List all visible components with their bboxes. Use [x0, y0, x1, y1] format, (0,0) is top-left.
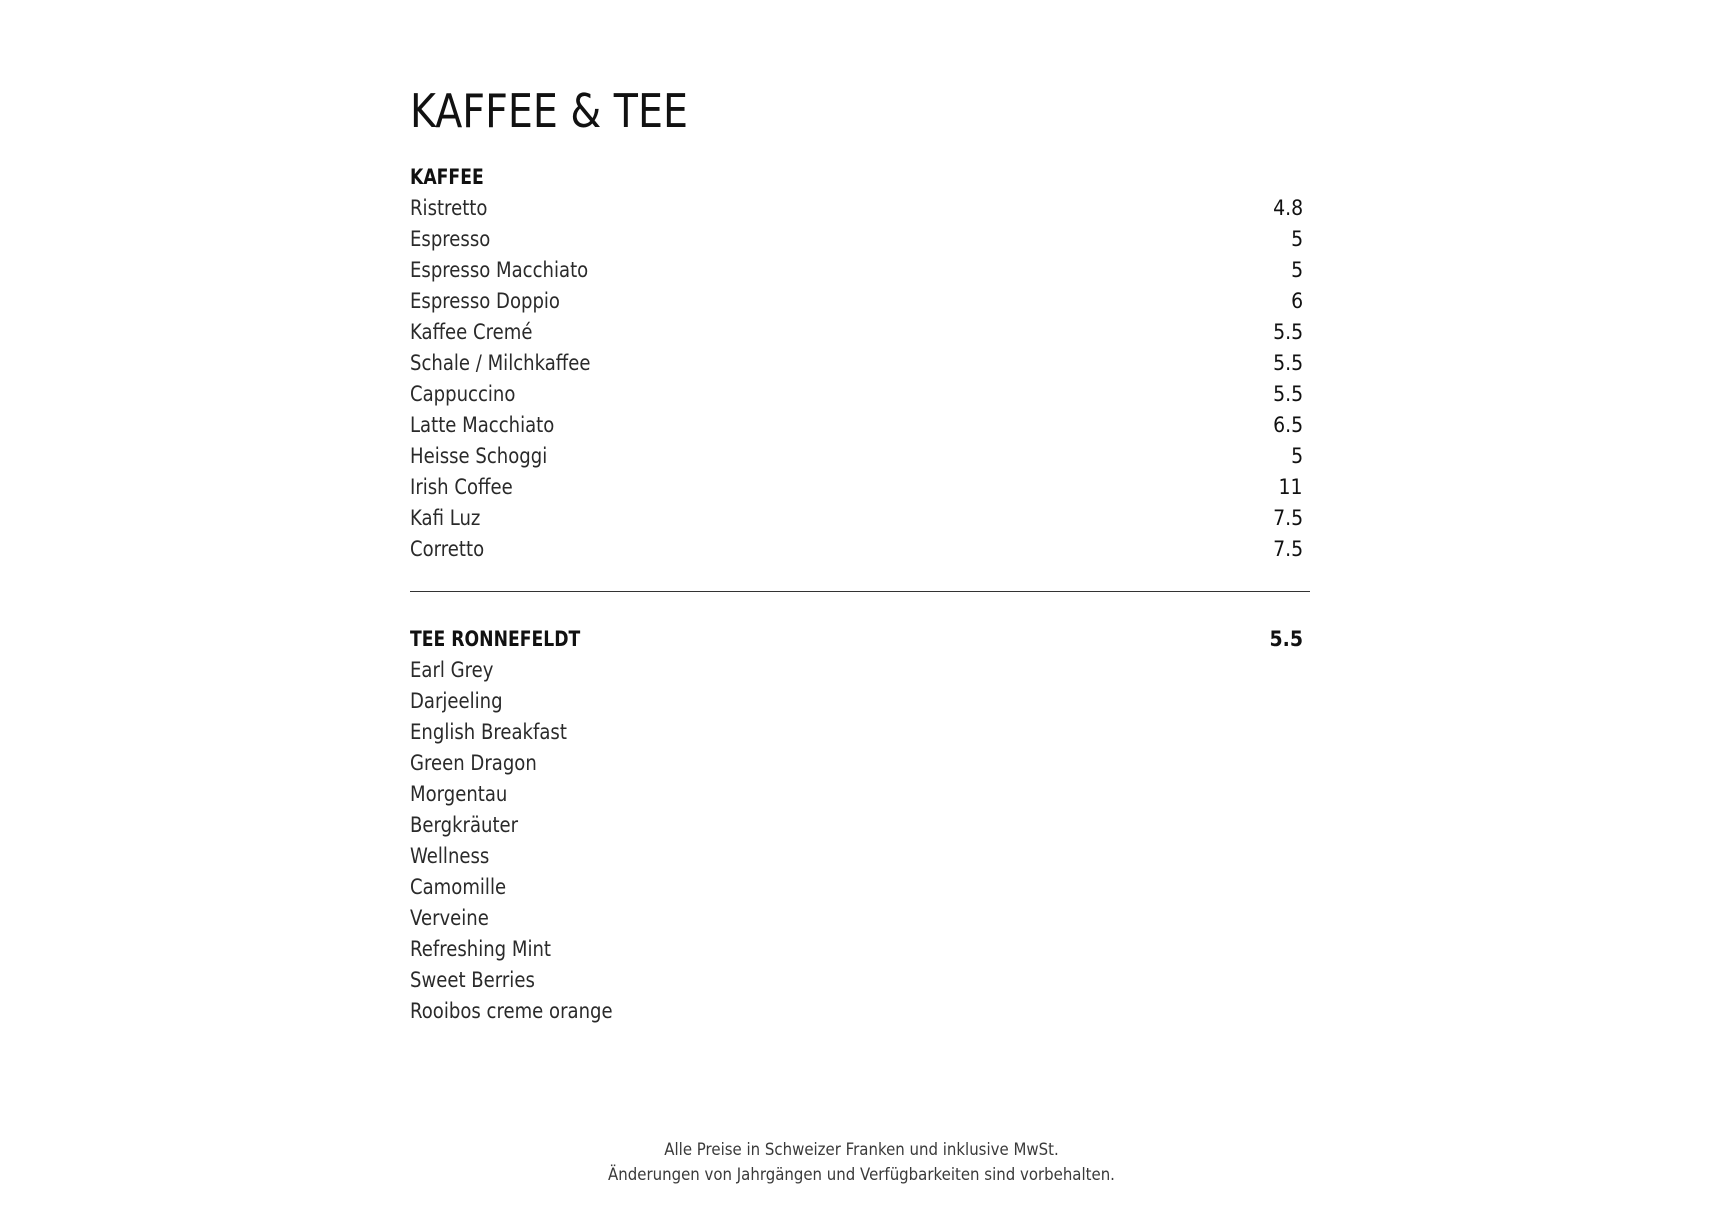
item-name: Verveine	[410, 906, 489, 930]
tea-section-title: TEE RONNEFELDT	[410, 627, 581, 651]
item-price: 11	[1278, 475, 1303, 499]
item-name: Kafi Luz	[410, 506, 481, 530]
item-name: Cappuccino	[410, 382, 516, 406]
footer-price-note: Alle Preise in Schweizer Franken und inklusive MwSt.	[664, 1140, 1059, 1160]
tea-item	[410, 810, 1310, 841]
tea-item	[410, 903, 1310, 934]
item-price: 6.5	[1272, 413, 1303, 437]
item-name: Refreshing Mint	[410, 937, 551, 961]
item-name: Kaffee Cremé	[410, 320, 533, 344]
tea-section-header	[410, 624, 1310, 655]
menu-item	[410, 379, 1310, 410]
menu	[410, 78, 1310, 1027]
item-name: Espresso Doppio	[410, 289, 560, 313]
tea-item	[410, 872, 1310, 903]
tea-item	[410, 655, 1310, 686]
menu-item	[410, 224, 1310, 255]
coffee-section-header	[410, 162, 1310, 193]
coffee-section	[410, 162, 1310, 565]
footer-note	[0, 1138, 1723, 1188]
item-name: Schale / Milchkaffee	[410, 351, 591, 375]
coffee-section-title: KAFFEE	[410, 165, 484, 189]
tea-item	[410, 841, 1310, 872]
item-price: 7.5	[1272, 506, 1303, 530]
item-name: Irish Coffee	[410, 475, 513, 499]
item-name: Darjeeling	[410, 689, 503, 713]
menu-item	[410, 410, 1310, 441]
item-name: Green Dragon	[410, 751, 537, 775]
menu-item	[410, 472, 1310, 503]
tea-item	[410, 996, 1310, 1027]
item-name: Sweet Berries	[410, 968, 535, 992]
menu-item	[410, 317, 1310, 348]
item-name: Espresso Macchiato	[410, 258, 589, 282]
tea-item	[410, 686, 1310, 717]
item-price: 4.8	[1272, 196, 1303, 220]
tea-item	[410, 965, 1310, 996]
section-divider	[410, 591, 1310, 592]
item-price: 5.5	[1272, 351, 1303, 375]
item-name: Ristretto	[410, 196, 488, 220]
tea-item	[410, 779, 1310, 810]
menu-item	[410, 255, 1310, 286]
menu-item	[410, 286, 1310, 317]
item-name: Morgentau	[410, 782, 508, 806]
menu-item	[410, 348, 1310, 379]
item-price: 5.5	[1272, 320, 1303, 344]
tea-section	[410, 624, 1310, 1027]
footer-availability-note: Änderungen von Jahrgängen und Verfügbarkeiten sind vorbehalten.	[608, 1165, 1115, 1185]
page-title: KAFFEE & TEE	[410, 84, 688, 138]
menu-item	[410, 503, 1310, 534]
item-name: Wellness	[410, 844, 490, 868]
item-price: 5	[1290, 444, 1303, 468]
item-name: Earl Grey	[410, 658, 494, 682]
item-name: Rooibos creme orange	[410, 999, 613, 1023]
item-name: Bergkräuter	[410, 813, 519, 837]
item-name: English Breakfast	[410, 720, 567, 744]
item-price: 7.5	[1272, 537, 1303, 561]
item-name: Corretto	[410, 537, 485, 561]
item-price: 6	[1290, 289, 1303, 313]
item-price: 5	[1290, 258, 1303, 282]
item-name: Heisse Schoggi	[410, 444, 548, 468]
item-price: 5.5	[1272, 382, 1303, 406]
tea-item	[410, 748, 1310, 779]
tea-item	[410, 717, 1310, 748]
tea-section-price: 5.5	[1269, 627, 1303, 651]
item-name: Latte Macchiato	[410, 413, 555, 437]
menu-item	[410, 534, 1310, 565]
item-price: 5	[1290, 227, 1303, 251]
item-name: Camomille	[410, 875, 507, 899]
tea-item	[410, 934, 1310, 965]
menu-item	[410, 441, 1310, 472]
menu-item	[410, 193, 1310, 224]
item-name: Espresso	[410, 227, 491, 251]
